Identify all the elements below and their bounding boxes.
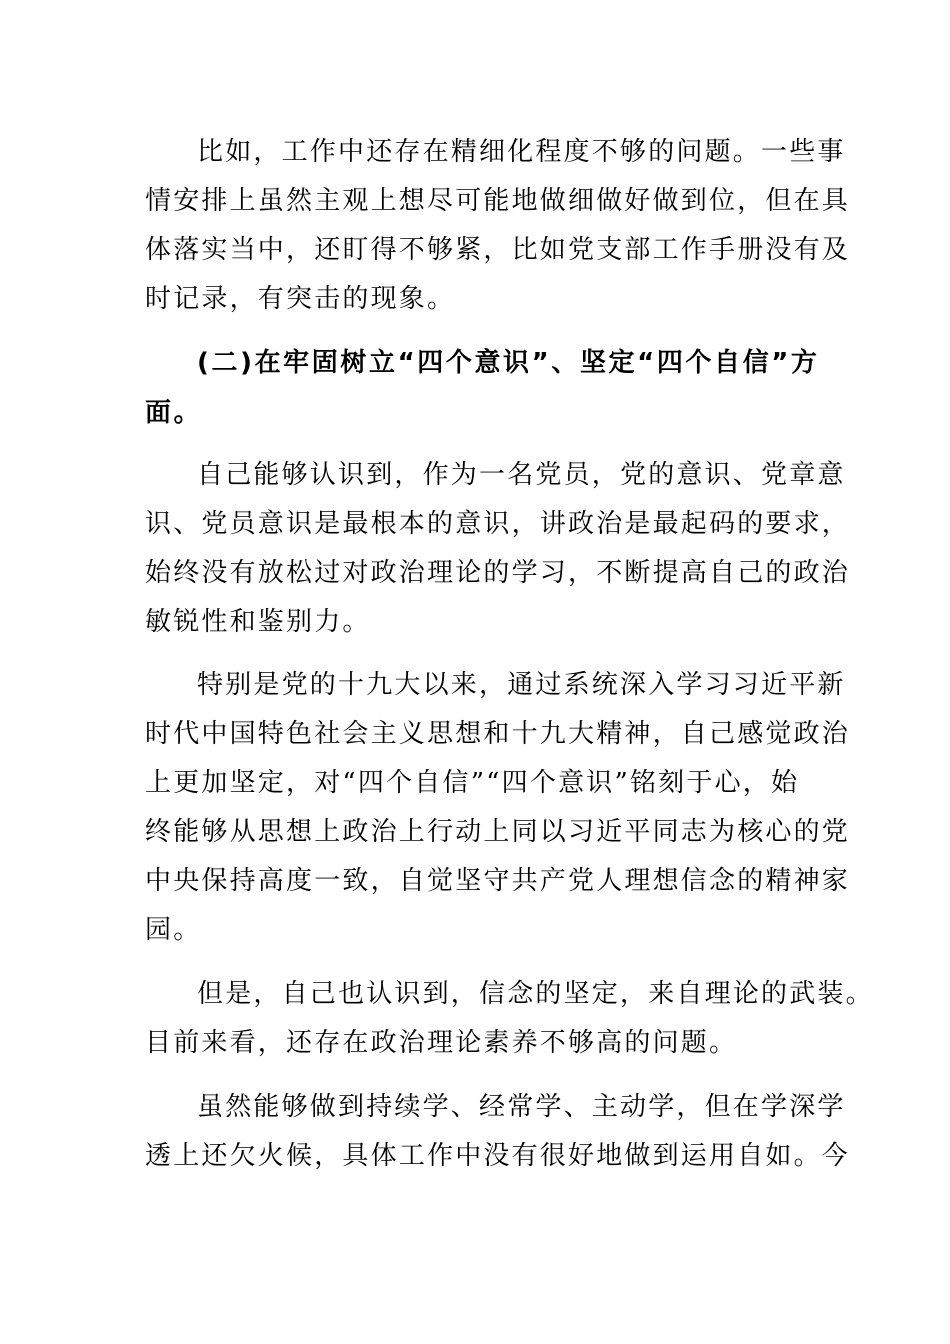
paragraph-2-line-4: 敏锐性和鉴别力。	[145, 607, 371, 637]
paragraph-3-line-2: 时代中国特色社会主义思想和十九大精神，自己感觉政治	[145, 719, 851, 749]
paragraph-4-line-1: 但是，自己也认识到，信念的坚定，来自理论的武装。	[197, 979, 874, 1009]
paragraph-1-line-4: 时记录，有突击的现象。	[145, 284, 456, 314]
paragraph-3-line-1: 特别是党的十九大以来，通过系统深入学习习近平新	[197, 670, 846, 700]
paragraph-2-line-1: 自己能够认识到，作为一名党员，党的意识、党章意	[197, 460, 846, 490]
paragraph-3-line-4: 终能够从思想上政治上行动上同以习近平同志为核心的党	[145, 817, 851, 847]
paragraph-4-line-2: 目前来看，还存在政治理论素养不够高的问题。	[145, 1028, 738, 1058]
section-heading-line-1: (二)在牢固树立“四个意识”、坚定“四个自信”方	[197, 348, 820, 378]
paragraph-1-line-3: 体落实当中，还盯得不够紧，比如党支部工作手册没有及	[145, 235, 851, 265]
paragraph-3-line-5: 中央保持高度一致，自觉坚守共产党人理想信念的精神家	[145, 866, 851, 896]
paragraph-2-line-3: 始终没有放松过对政治理论的学习，不断提高自己的政治	[145, 558, 851, 588]
paragraph-3-line-6: 园。	[145, 915, 202, 945]
paragraph-1-line-1: 比如，工作中还存在精细化程度不够的问题。一些事	[197, 137, 846, 167]
paragraph-3-line-3: 上更加坚定，对“四个自信”“四个意识”铭刻于心，始	[145, 768, 800, 798]
section-heading-line-2: 面。	[145, 398, 203, 428]
paragraph-2-line-2: 识、党员意识是最根本的意识，讲政治是最起码的要求，	[145, 509, 851, 539]
paragraph-5-line-1: 虽然能够做到持续学、经常学、主动学，但在学深学	[197, 1092, 846, 1122]
paragraph-5-line-2: 透上还欠火候，具体工作中没有很好地做到运用自如。今	[145, 1141, 851, 1171]
paragraph-1-line-2: 情安排上虽然主观上想尽可能地做细做好做到位，但在具	[145, 186, 851, 216]
